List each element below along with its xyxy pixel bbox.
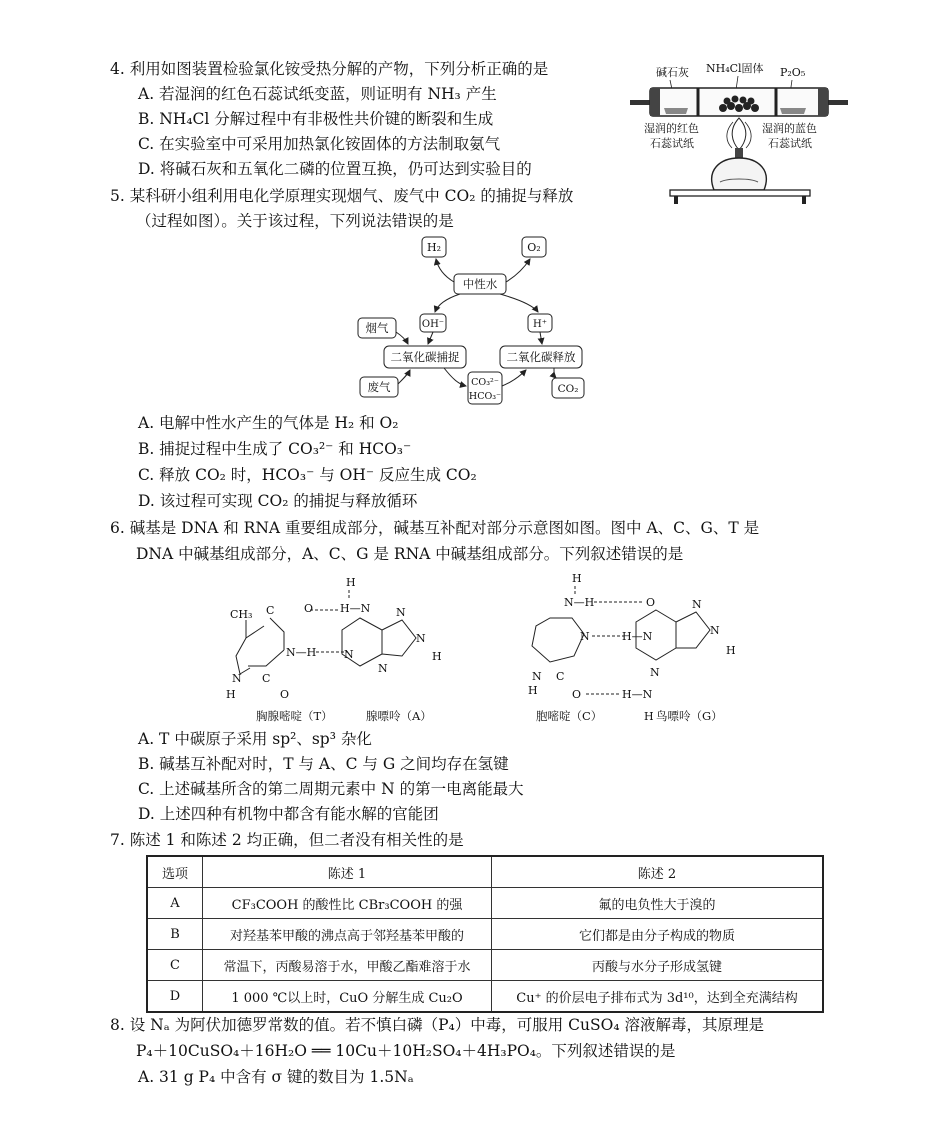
q6-stem-2: DNA 中碱基组成部分，A、C、G 是 RNA 中碱基组成部分。下列叙述错误的是 [136,545,684,563]
q4-apparatus-figure [628,58,850,210]
svg-text:N: N [650,666,660,679]
table-row [147,950,823,981]
cell-statement-2: Cu⁺ 的价层电子排布式为 3d¹⁰，达到全充满结构 [492,981,824,1013]
capture-label: 二氧化碳捕捉 [390,350,460,364]
label-blue-paper-1: 湿润的蓝色 [762,122,817,135]
cell-statement-1: 1 000 ℃以上时，CuO 分解生成 Cu₂O [203,981,492,1013]
q5-option-b: B. 捕捉过程中生成了 CO₃²⁻ 和 HCO₃⁻ [138,440,412,458]
co2-label: CO₂ [557,383,579,395]
hco3-label: HCO₃⁻ [468,391,502,402]
q7-stem: 7. 陈述 1 和陈述 2 均正确，但二者没有相关性的是 [110,831,464,849]
svg-text:H—N: H—N [340,602,371,615]
q6-option-d: D. 上述四种有机物中都含有能水解的官能团 [138,805,439,823]
svg-text:H—N: H—N [622,630,653,643]
q6-stem-1: 6. 碱基是 DNA 和 RNA 重要组成部分，碱基互补配对部分示意图如图。图中 A、C、G、T 是 [110,519,760,537]
cell-statement-2: 丙酸与水分子形成氢键 [492,950,824,981]
q5-option-d: D. 该过程可实现 CO₂ 的捕捉与释放循环 [138,492,418,510]
waste-gas-label: 废气 [367,380,391,394]
neutral-water-label: 中性水 [462,277,498,291]
q8-stem-1: 8. 设 Nₐ 为阿伏加德罗常数的值。若不慎白磷（P₄）中毒，可服用 CuSO₄ 溶液解毒，其原理是 [110,1016,764,1034]
cell-statement-1: 对羟基苯甲酸的沸点高于邻羟基苯甲酸的 [203,919,492,950]
label-p2o5: P₂O₅ [780,66,806,79]
svg-text:H: H [726,644,736,657]
flue-gas-label: 烟气 [365,321,389,335]
svg-text:O: O [304,602,314,615]
header-statement-1: 陈述 1 [203,856,492,888]
cytosine-label: 胞嘧啶（C） [536,709,603,723]
svg-text:C: C [266,604,275,617]
svg-text:N—H: N—H [286,646,317,659]
cell-statement-1: CF₃COOH 的酸性比 CBr₃COOH 的强 [203,888,492,919]
svg-text:H: H [432,650,442,663]
svg-text:CH₃: CH₃ [230,608,253,621]
soda-lime [664,108,688,114]
adenine-label: 腺嘌呤（A） [366,709,432,723]
cell-option: C [147,950,203,981]
label-nh4cl: NH₄Cl固体 [706,62,764,75]
svg-text:N: N [396,606,406,619]
oh-label: OH⁻ [421,319,445,330]
cell-statement-1: 常温下，丙酸易溶于水，甲酸乙酯难溶于水 [203,950,492,981]
q4-option-d: D. 将碱石灰和五氧化二磷的位置互换，仍可达到实验目的 [138,160,532,178]
release-label: 二氧化碳释放 [506,350,576,364]
svg-text:N: N [232,672,242,685]
svg-text:N: N [344,648,354,661]
header-option: 选项 [147,856,203,888]
cell-option: B [147,919,203,950]
right-tube [826,100,848,105]
left-tube [630,100,652,105]
alcohol-lamp [712,158,767,190]
svg-text:N: N [580,630,590,643]
q5-stem-2: （过程如图）。关于该过程，下列说法错误的是 [136,212,454,230]
svg-text:H: H [226,688,236,701]
svg-text:N: N [692,598,702,611]
co3-label: CO₃²⁻ [471,377,499,388]
svg-text:N: N [416,632,426,645]
q4-stem: 4. 利用如图装置检验氯化铵受热分解的产物，下列分析正确的是 [110,60,549,78]
table-row [147,981,823,1013]
table-row [147,888,823,919]
table-row [147,919,823,950]
q5-cycle-diagram [348,232,608,408]
svg-text:O: O [646,596,656,609]
h2-label: H₂ [426,241,442,254]
q6-option-c: C. 上述碱基所含的第二周期元素中 N 的第一电离能最大 [138,780,524,798]
cell-statement-2: 它们都是由分子构成的物质 [492,919,824,950]
cell-statement-2: 氟的电负性大于溴的 [492,888,824,919]
label-red-paper-1: 湿润的红色 [644,122,699,135]
q4-option-b: B. NH₄Cl 分解过程中有非极性共价键的断裂和生成 [138,110,494,128]
cell-option: D [147,981,203,1013]
svg-text:C: C [262,672,271,685]
svg-text:H: H [572,572,582,585]
q7-table [146,855,824,1013]
svg-text:H: H [528,684,538,697]
lamp-stand [670,190,810,196]
guanine-label: 鸟嘌呤（G） [656,709,723,723]
q8-stem-2: P₄＋10CuSO₄＋16H₂O ══ 10Cu＋10H₂SO₄＋4H₃PO₄。下列叙述错误的是 [136,1042,676,1060]
cell-option: A [147,888,203,919]
q5-stem-1: 5. 某科研小组利用电化学原理实现烟气、废气中 CO₂ 的捕捉与释放 [110,187,574,205]
svg-text:O: O [572,688,582,701]
label-soda-lime: 碱石灰 [656,66,689,79]
flame [732,118,746,150]
svg-text:H: H [346,576,356,589]
q6-base-pairs-figure [210,570,770,728]
q4-option-a: A. 若湿润的红色石蕊试纸变蓝，则证明有 NH₃ 产生 [138,85,497,103]
q5-option-c: C. 释放 CO₂ 时，HCO₃⁻ 与 OH⁻ 反应生成 CO₂ [138,466,477,484]
o2-label: O₂ [527,241,541,254]
svg-text:N: N [378,662,388,675]
header-statement-2: 陈述 2 [492,856,824,888]
table-header-row [147,856,823,888]
q6-option-a: A. T 中碳原子采用 sp²、sp³ 杂化 [138,730,372,748]
p2o5 [780,108,806,114]
svg-text:C: C [556,670,565,683]
svg-text:N: N [532,670,542,683]
q8-option-a: A. 31 g P₄ 中含有 σ 键的数目为 1.5Nₐ [138,1068,414,1086]
svg-text:N—H: N—H [564,596,595,609]
thymine-label: 胸腺嘧啶（T） [256,709,333,723]
label-red-paper-2: 石蕊试纸 [650,137,694,150]
q6-option-b: B. 碱基互补配对时，T 与 A、C 与 G 之间均存在氢键 [138,755,509,773]
q5-option-a: A. 电解中性水产生的气体是 H₂ 和 O₂ [138,414,399,432]
label-blue-paper-2: 石蕊试纸 [768,137,812,150]
q4-option-c: C. 在实验室中可采用加热氯化铵固体的方法制取氨气 [138,135,501,153]
svg-text:H—N: H—N [622,688,653,701]
svg-text:O: O [280,688,290,701]
svg-text:N: N [710,624,720,637]
h-plus-label: H⁺ [533,319,547,330]
svg-text:H: H [644,710,654,723]
